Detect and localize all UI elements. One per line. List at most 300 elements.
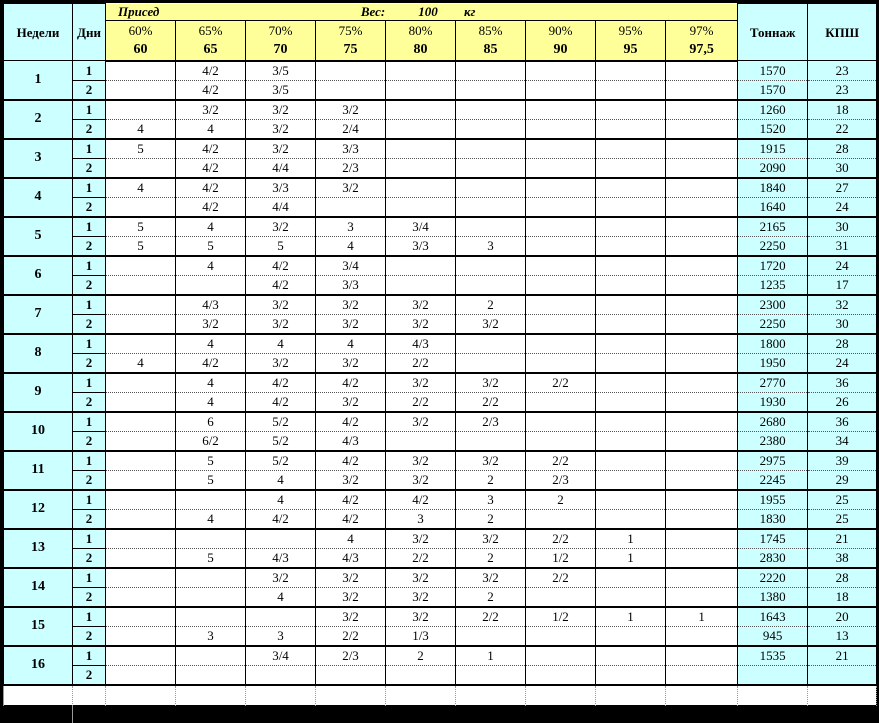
- sets-reps-cell[interactable]: [666, 529, 738, 549]
- sets-reps-cell[interactable]: [386, 100, 456, 120]
- sets-reps-cell[interactable]: 3/2: [386, 607, 456, 627]
- sets-reps-cell[interactable]: [176, 490, 246, 510]
- sets-reps-cell[interactable]: 3: [456, 236, 526, 256]
- sets-reps-cell[interactable]: 3/2: [316, 587, 386, 607]
- sets-reps-cell[interactable]: 5: [246, 236, 316, 256]
- sets-reps-cell[interactable]: 3/2: [456, 314, 526, 334]
- sets-reps-cell[interactable]: 4/2: [176, 353, 246, 373]
- sets-reps-cell[interactable]: [666, 295, 738, 315]
- sets-reps-cell[interactable]: [666, 509, 738, 529]
- sets-reps-cell[interactable]: 1/2: [526, 548, 596, 568]
- sets-reps-cell[interactable]: [106, 490, 176, 510]
- sets-reps-cell[interactable]: [596, 412, 666, 432]
- sets-reps-cell[interactable]: [106, 61, 176, 81]
- sets-reps-cell[interactable]: [526, 100, 596, 120]
- sets-reps-cell[interactable]: [456, 197, 526, 217]
- sets-reps-cell[interactable]: 2/3: [316, 158, 386, 178]
- sets-reps-cell[interactable]: 3: [246, 626, 316, 646]
- sets-reps-cell[interactable]: [246, 665, 316, 685]
- sets-reps-cell[interactable]: [456, 626, 526, 646]
- sets-reps-cell[interactable]: [386, 197, 456, 217]
- sets-reps-cell[interactable]: 2: [456, 295, 526, 315]
- sets-reps-cell[interactable]: 6: [176, 412, 246, 432]
- sets-reps-cell[interactable]: [596, 295, 666, 315]
- sets-reps-cell[interactable]: 3/2: [316, 100, 386, 120]
- sets-reps-cell[interactable]: [386, 178, 456, 198]
- weight-header: 80: [386, 40, 456, 61]
- sets-reps-cell[interactable]: 2: [456, 509, 526, 529]
- sets-reps-cell[interactable]: 3/2: [246, 295, 316, 315]
- sets-reps-cell[interactable]: [386, 119, 456, 139]
- sets-reps-cell[interactable]: 5: [176, 548, 246, 568]
- sets-reps-cell[interactable]: [526, 119, 596, 139]
- sets-reps-cell[interactable]: 4/2: [316, 373, 386, 393]
- sets-reps-cell[interactable]: [456, 665, 526, 685]
- sets-reps-cell[interactable]: 5: [176, 236, 246, 256]
- sets-reps-cell[interactable]: 3/2: [246, 568, 316, 588]
- sets-reps-cell[interactable]: [106, 295, 176, 315]
- sets-reps-cell[interactable]: [596, 431, 666, 451]
- sets-reps-cell[interactable]: [666, 256, 738, 276]
- sets-reps-cell[interactable]: [596, 100, 666, 120]
- sets-reps-cell[interactable]: 3/4: [246, 646, 316, 666]
- sets-reps-cell[interactable]: 1: [456, 646, 526, 666]
- sets-reps-cell[interactable]: [106, 314, 176, 334]
- sets-reps-cell[interactable]: [526, 587, 596, 607]
- sets-reps-cell[interactable]: 4: [246, 334, 316, 354]
- sets-reps-cell[interactable]: 4/3: [246, 548, 316, 568]
- sets-reps-cell[interactable]: 4/2: [176, 139, 246, 159]
- sets-reps-cell[interactable]: [106, 100, 176, 120]
- sets-reps-cell[interactable]: [386, 61, 456, 81]
- sets-reps-cell[interactable]: [526, 392, 596, 412]
- sets-reps-cell[interactable]: [456, 178, 526, 198]
- sets-reps-cell[interactable]: 2/2: [526, 529, 596, 549]
- sets-reps-cell[interactable]: 1: [666, 607, 738, 627]
- sets-reps-cell[interactable]: 2/2: [526, 373, 596, 393]
- sets-reps-cell[interactable]: [106, 529, 176, 549]
- sets-reps-cell[interactable]: [596, 392, 666, 412]
- sets-reps-cell[interactable]: [526, 139, 596, 159]
- sets-reps-cell[interactable]: [246, 529, 316, 549]
- sets-reps-cell[interactable]: 4/2: [176, 61, 246, 81]
- sets-reps-cell[interactable]: 3: [456, 490, 526, 510]
- sets-reps-cell[interactable]: 4: [176, 373, 246, 393]
- sets-reps-cell[interactable]: [596, 509, 666, 529]
- sets-reps-cell[interactable]: [106, 80, 176, 100]
- sets-reps-cell[interactable]: [666, 61, 738, 81]
- sets-reps-cell[interactable]: 4: [106, 353, 176, 373]
- sets-reps-cell[interactable]: [666, 548, 738, 568]
- sets-reps-cell[interactable]: 3/2: [316, 568, 386, 588]
- sets-reps-cell[interactable]: 4/2: [176, 80, 246, 100]
- sets-reps-cell[interactable]: 4: [246, 587, 316, 607]
- sets-reps-cell[interactable]: 4/3: [316, 548, 386, 568]
- sets-reps-cell[interactable]: [176, 587, 246, 607]
- sets-reps-cell[interactable]: 3/3: [246, 178, 316, 198]
- sets-reps-cell[interactable]: 3/3: [316, 275, 386, 295]
- day-number: 2: [73, 80, 106, 100]
- sets-reps-cell[interactable]: 4/4: [246, 158, 316, 178]
- sets-reps-cell[interactable]: [526, 412, 596, 432]
- sets-reps-cell[interactable]: 4: [316, 529, 386, 549]
- sets-reps-cell[interactable]: [526, 431, 596, 451]
- sets-reps-cell[interactable]: 4/2: [246, 256, 316, 276]
- sets-reps-cell[interactable]: [666, 470, 738, 490]
- sets-reps-cell[interactable]: [596, 119, 666, 139]
- sets-reps-cell[interactable]: [456, 100, 526, 120]
- sets-reps-cell[interactable]: [106, 665, 176, 685]
- sets-reps-cell[interactable]: [386, 275, 456, 295]
- sets-reps-cell[interactable]: [596, 158, 666, 178]
- sets-reps-cell[interactable]: 4/3: [316, 431, 386, 451]
- sets-reps-cell[interactable]: 2: [456, 587, 526, 607]
- sets-reps-cell[interactable]: [666, 392, 738, 412]
- sets-reps-cell[interactable]: 3/2: [246, 353, 316, 373]
- sets-reps-cell[interactable]: [596, 217, 666, 237]
- sets-reps-cell[interactable]: 3/2: [456, 568, 526, 588]
- sets-reps-cell[interactable]: [526, 236, 596, 256]
- sets-reps-cell[interactable]: [106, 607, 176, 627]
- sets-reps-cell[interactable]: [596, 80, 666, 100]
- sets-reps-cell[interactable]: 2/3: [316, 646, 386, 666]
- sets-reps-cell[interactable]: 3/2: [316, 353, 386, 373]
- sets-reps-cell[interactable]: [596, 334, 666, 354]
- sets-reps-cell[interactable]: [666, 119, 738, 139]
- sets-reps-cell[interactable]: 3/2: [316, 470, 386, 490]
- sets-reps-cell[interactable]: 4/4: [246, 197, 316, 217]
- sets-reps-cell[interactable]: [666, 80, 738, 100]
- sets-reps-cell[interactable]: 4/2: [246, 275, 316, 295]
- sets-reps-cell[interactable]: [666, 431, 738, 451]
- sets-reps-cell[interactable]: 3/2: [316, 295, 386, 315]
- sets-reps-cell[interactable]: 3/2: [246, 314, 316, 334]
- sets-reps-cell[interactable]: 3/2: [316, 178, 386, 198]
- sets-reps-cell[interactable]: [316, 197, 386, 217]
- sets-reps-cell[interactable]: [666, 275, 738, 295]
- sets-reps-cell[interactable]: [666, 412, 738, 432]
- sets-reps-cell[interactable]: [666, 353, 738, 373]
- sets-reps-cell[interactable]: [456, 217, 526, 237]
- sets-reps-cell[interactable]: 4: [106, 178, 176, 198]
- sets-reps-cell[interactable]: [596, 373, 666, 393]
- sets-reps-cell[interactable]: [596, 61, 666, 81]
- sets-reps-cell[interactable]: [596, 353, 666, 373]
- sets-reps-cell[interactable]: 3/2: [386, 451, 456, 471]
- sets-reps-cell[interactable]: [526, 197, 596, 217]
- sets-reps-cell[interactable]: [106, 470, 176, 490]
- sets-reps-cell[interactable]: [176, 607, 246, 627]
- sets-reps-cell[interactable]: 4/2: [316, 451, 386, 471]
- sets-reps-cell[interactable]: [666, 314, 738, 334]
- sets-reps-cell[interactable]: [666, 451, 738, 471]
- sets-reps-cell[interactable]: [666, 665, 738, 685]
- sets-reps-cell[interactable]: [526, 80, 596, 100]
- sets-reps-cell[interactable]: 2/2: [526, 568, 596, 588]
- sets-reps-cell[interactable]: [386, 158, 456, 178]
- sets-reps-cell[interactable]: 4/2: [246, 373, 316, 393]
- sets-reps-cell[interactable]: [526, 275, 596, 295]
- sets-reps-cell[interactable]: 3/2: [456, 529, 526, 549]
- sets-reps-cell[interactable]: [386, 256, 456, 276]
- sets-reps-cell[interactable]: 2/4: [316, 119, 386, 139]
- sets-reps-cell[interactable]: 4/2: [386, 490, 456, 510]
- sets-reps-cell[interactable]: 1: [596, 548, 666, 568]
- sets-reps-cell[interactable]: 4/2: [176, 158, 246, 178]
- sets-reps-cell[interactable]: [596, 275, 666, 295]
- sets-reps-cell[interactable]: 4: [176, 334, 246, 354]
- sets-reps-cell[interactable]: [526, 178, 596, 198]
- sets-reps-cell[interactable]: 3/2: [316, 607, 386, 627]
- sets-reps-cell[interactable]: 4: [316, 236, 386, 256]
- sets-reps-cell[interactable]: 5: [106, 217, 176, 237]
- sets-reps-cell[interactable]: 3/2: [386, 529, 456, 549]
- sets-reps-cell[interactable]: 4: [176, 119, 246, 139]
- sets-reps-cell[interactable]: 2: [456, 470, 526, 490]
- kpsh-cell: 25: [808, 509, 877, 529]
- sets-reps-cell[interactable]: 3/2: [316, 314, 386, 334]
- sets-reps-cell[interactable]: [456, 353, 526, 373]
- sets-reps-cell[interactable]: 4: [246, 490, 316, 510]
- sets-reps-cell[interactable]: 2/2: [386, 548, 456, 568]
- sets-reps-cell[interactable]: [596, 197, 666, 217]
- sets-reps-cell[interactable]: 3/2: [386, 314, 456, 334]
- sets-reps-cell[interactable]: [316, 80, 386, 100]
- sets-reps-cell[interactable]: [596, 665, 666, 685]
- day-number: 2: [73, 236, 106, 256]
- sets-reps-cell[interactable]: 4/2: [176, 178, 246, 198]
- sets-reps-cell[interactable]: [526, 256, 596, 276]
- sets-reps-cell[interactable]: [666, 236, 738, 256]
- sets-reps-cell[interactable]: [106, 451, 176, 471]
- sets-reps-cell[interactable]: 2/2: [456, 392, 526, 412]
- sets-reps-cell[interactable]: [596, 314, 666, 334]
- sets-reps-cell[interactable]: 4/2: [316, 490, 386, 510]
- sets-reps-cell[interactable]: [106, 587, 176, 607]
- sets-reps-cell[interactable]: [526, 61, 596, 81]
- sets-reps-cell[interactable]: 3/2: [246, 217, 316, 237]
- sets-reps-cell[interactable]: [666, 217, 738, 237]
- sets-reps-cell[interactable]: 4: [176, 217, 246, 237]
- sets-reps-cell[interactable]: [106, 568, 176, 588]
- sets-reps-cell[interactable]: [596, 587, 666, 607]
- sets-reps-cell[interactable]: [106, 158, 176, 178]
- sets-reps-cell[interactable]: 3/4: [386, 217, 456, 237]
- sets-reps-cell[interactable]: [526, 334, 596, 354]
- sets-reps-cell[interactable]: [596, 236, 666, 256]
- sets-reps-cell[interactable]: 4: [176, 509, 246, 529]
- sets-reps-cell[interactable]: [666, 587, 738, 607]
- sets-reps-cell[interactable]: 5/2: [246, 451, 316, 471]
- sets-reps-cell[interactable]: [176, 665, 246, 685]
- sets-reps-cell[interactable]: [596, 256, 666, 276]
- sets-reps-cell[interactable]: 3/2: [386, 295, 456, 315]
- sets-reps-cell[interactable]: [596, 568, 666, 588]
- sets-reps-cell[interactable]: [526, 509, 596, 529]
- sets-reps-cell[interactable]: 4: [176, 256, 246, 276]
- sets-reps-cell[interactable]: [106, 412, 176, 432]
- sets-reps-cell[interactable]: [666, 178, 738, 198]
- sets-reps-cell[interactable]: 6/2: [176, 431, 246, 451]
- sets-reps-cell[interactable]: 3/5: [246, 80, 316, 100]
- sets-reps-cell[interactable]: 3/2: [386, 587, 456, 607]
- sets-reps-cell[interactable]: [106, 334, 176, 354]
- sets-reps-cell[interactable]: 3: [386, 509, 456, 529]
- sets-reps-cell[interactable]: [456, 275, 526, 295]
- sets-reps-cell[interactable]: [106, 646, 176, 666]
- sets-reps-cell[interactable]: 3/2: [386, 568, 456, 588]
- sets-reps-cell[interactable]: 2/2: [526, 451, 596, 471]
- sets-reps-cell[interactable]: 3/2: [246, 119, 316, 139]
- day-number: 1: [73, 490, 106, 510]
- sets-reps-cell[interactable]: [386, 139, 456, 159]
- sets-reps-cell[interactable]: [386, 80, 456, 100]
- sets-reps-cell[interactable]: [106, 275, 176, 295]
- sets-reps-cell[interactable]: [176, 529, 246, 549]
- week-number: 5: [4, 217, 73, 256]
- sets-reps-cell[interactable]: [666, 568, 738, 588]
- sets-reps-cell[interactable]: 4/3: [386, 334, 456, 354]
- sets-reps-cell[interactable]: 3/2: [456, 373, 526, 393]
- sets-reps-cell[interactable]: [666, 158, 738, 178]
- sets-reps-cell[interactable]: [386, 665, 456, 685]
- sets-reps-cell[interactable]: [596, 626, 666, 646]
- sets-reps-cell[interactable]: [106, 373, 176, 393]
- sets-reps-cell[interactable]: 3/2: [386, 373, 456, 393]
- table-row: [4, 431, 877, 451]
- sets-reps-cell[interactable]: [596, 490, 666, 510]
- sets-reps-cell[interactable]: [666, 626, 738, 646]
- sets-reps-cell[interactable]: [456, 158, 526, 178]
- sets-reps-cell[interactable]: 3/4: [316, 256, 386, 276]
- sets-reps-cell[interactable]: [666, 373, 738, 393]
- sets-reps-cell[interactable]: [526, 295, 596, 315]
- sets-reps-cell[interactable]: [456, 61, 526, 81]
- sets-reps-cell[interactable]: [106, 626, 176, 646]
- sets-reps-cell[interactable]: 4: [316, 334, 386, 354]
- sets-reps-cell[interactable]: [456, 431, 526, 451]
- sets-reps-cell[interactable]: [596, 451, 666, 471]
- sets-reps-cell[interactable]: 4/2: [246, 392, 316, 412]
- sets-reps-cell[interactable]: [456, 119, 526, 139]
- sets-reps-cell[interactable]: 2/2: [386, 392, 456, 412]
- sets-reps-cell[interactable]: 4: [176, 392, 246, 412]
- sets-reps-cell[interactable]: 5: [106, 139, 176, 159]
- sets-reps-cell[interactable]: 2/2: [386, 353, 456, 373]
- sets-reps-cell[interactable]: 3/2: [386, 412, 456, 432]
- sets-reps-cell[interactable]: [316, 61, 386, 81]
- sets-reps-cell[interactable]: [666, 100, 738, 120]
- sets-reps-cell[interactable]: 5/2: [246, 412, 316, 432]
- sets-reps-cell[interactable]: [666, 490, 738, 510]
- sets-reps-cell[interactable]: 3/2: [386, 470, 456, 490]
- sets-reps-cell[interactable]: 2: [386, 646, 456, 666]
- sets-reps-cell[interactable]: 4/2: [176, 197, 246, 217]
- sets-reps-cell[interactable]: 3/2: [176, 100, 246, 120]
- sets-reps-cell[interactable]: 3: [176, 626, 246, 646]
- sets-reps-cell[interactable]: [526, 353, 596, 373]
- day-number: 2: [73, 509, 106, 529]
- sets-reps-cell[interactable]: [596, 470, 666, 490]
- sets-reps-cell[interactable]: 2: [456, 548, 526, 568]
- sets-reps-cell[interactable]: 3: [316, 217, 386, 237]
- sets-reps-cell[interactable]: 5/2: [246, 431, 316, 451]
- sets-reps-cell[interactable]: 1/2: [526, 607, 596, 627]
- sets-reps-cell[interactable]: [596, 646, 666, 666]
- sets-reps-cell[interactable]: [456, 256, 526, 276]
- sets-reps-cell[interactable]: 4: [246, 470, 316, 490]
- sets-reps-cell[interactable]: [526, 158, 596, 178]
- sets-reps-cell[interactable]: 1: [596, 607, 666, 627]
- sets-reps-cell[interactable]: 2/3: [456, 412, 526, 432]
- sets-reps-cell[interactable]: [176, 275, 246, 295]
- tonnage-cell: 1260: [738, 100, 808, 120]
- sets-reps-cell[interactable]: [526, 626, 596, 646]
- sets-reps-cell[interactable]: [106, 548, 176, 568]
- sets-reps-cell[interactable]: [526, 665, 596, 685]
- sets-reps-cell[interactable]: 3/2: [456, 451, 526, 471]
- sets-reps-cell[interactable]: [246, 607, 316, 627]
- sets-reps-cell[interactable]: 5: [176, 470, 246, 490]
- sets-reps-cell[interactable]: 4: [106, 119, 176, 139]
- sets-reps-cell[interactable]: [176, 646, 246, 666]
- weight-header: 70: [246, 40, 316, 61]
- sets-reps-cell[interactable]: [106, 509, 176, 529]
- sets-reps-cell[interactable]: [106, 392, 176, 412]
- sets-reps-cell[interactable]: 4/2: [316, 509, 386, 529]
- sets-reps-cell[interactable]: 1/3: [386, 626, 456, 646]
- sets-reps-cell[interactable]: [176, 568, 246, 588]
- kpsh-cell: 13: [808, 626, 877, 646]
- sets-reps-cell[interactable]: 5: [176, 451, 246, 471]
- sets-reps-cell[interactable]: 3/3: [316, 139, 386, 159]
- sets-reps-cell[interactable]: 2/2: [456, 607, 526, 627]
- sets-reps-cell[interactable]: 4/3: [176, 295, 246, 315]
- sets-reps-cell[interactable]: [666, 139, 738, 159]
- sets-reps-cell[interactable]: [316, 665, 386, 685]
- sets-reps-cell[interactable]: 3/2: [246, 100, 316, 120]
- sets-reps-cell[interactable]: [386, 431, 456, 451]
- sets-reps-cell[interactable]: [526, 646, 596, 666]
- sets-reps-cell[interactable]: [106, 431, 176, 451]
- sets-reps-cell[interactable]: 4/2: [316, 412, 386, 432]
- sets-reps-cell[interactable]: [666, 334, 738, 354]
- sets-reps-cell[interactable]: 2/3: [526, 470, 596, 490]
- sets-reps-cell[interactable]: 3/5: [246, 61, 316, 81]
- sets-reps-cell[interactable]: [456, 80, 526, 100]
- sets-reps-cell[interactable]: 5: [106, 236, 176, 256]
- sets-reps-cell[interactable]: [666, 646, 738, 666]
- sets-reps-cell[interactable]: [106, 256, 176, 276]
- sets-reps-cell[interactable]: [456, 334, 526, 354]
- exercise-name: Присед: [118, 4, 160, 19]
- sets-reps-cell[interactable]: [596, 139, 666, 159]
- sets-reps-cell[interactable]: 3/3: [386, 236, 456, 256]
- sets-reps-cell[interactable]: [456, 139, 526, 159]
- sets-reps-cell[interactable]: [596, 178, 666, 198]
- sets-reps-cell[interactable]: [526, 314, 596, 334]
- sets-reps-cell[interactable]: 3/2: [316, 392, 386, 412]
- sets-reps-cell[interactable]: 3/2: [246, 139, 316, 159]
- sets-reps-cell[interactable]: 3/2: [176, 314, 246, 334]
- sets-reps-cell[interactable]: [106, 197, 176, 217]
- sets-reps-cell[interactable]: 1: [596, 529, 666, 549]
- sets-reps-cell[interactable]: 2/2: [316, 626, 386, 646]
- sets-reps-cell[interactable]: [666, 197, 738, 217]
- sets-reps-cell[interactable]: 4/2: [246, 509, 316, 529]
- sets-reps-cell[interactable]: [526, 217, 596, 237]
- sets-reps-cell[interactable]: 2: [526, 490, 596, 510]
